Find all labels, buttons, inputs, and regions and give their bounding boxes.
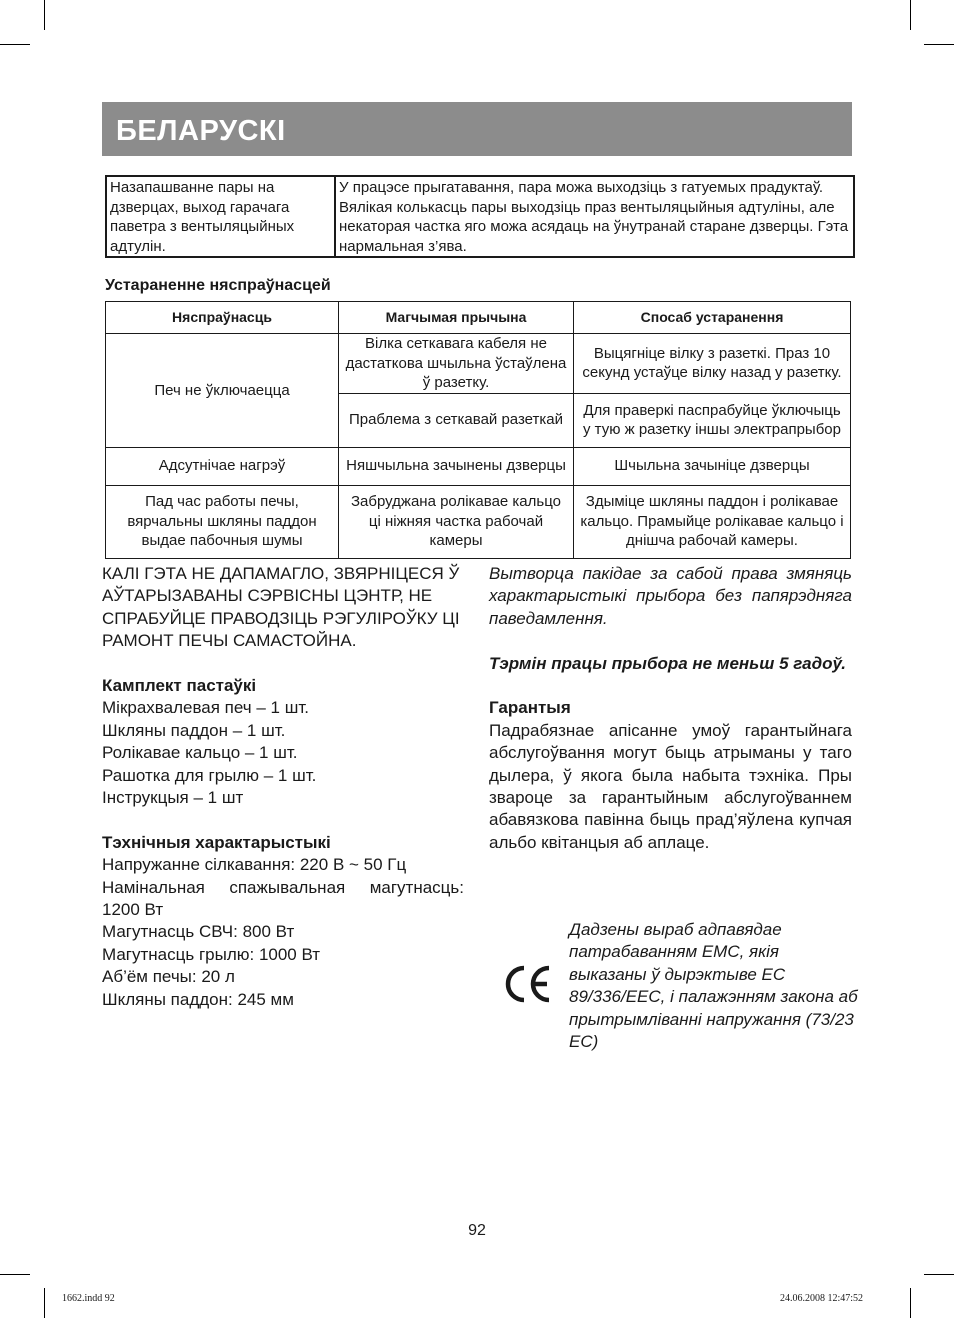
crop-mark	[924, 1274, 954, 1275]
warranty-title: Гарантыя	[489, 698, 571, 718]
fix-cell: Выцягніце вілку з разеткі. Праз 10 секунд устаўце вілку назад у разетку.	[574, 334, 851, 394]
service-warning: КАЛІ ГЭТА НЕ ДАПАМАГЛО, ЗВЯРНІЦЕСЯ Ў АЎТАРЫЗАВАНЫ СЭРВІСНЫ ЦЭНТР, НЕ СПРАБУЙЦЕ ПРАВОДЗІЦЬ РЭГУЛІРОЎКУ ЦІ РАМОНТ ПЕЧЫ САМАСТОЙНА.	[102, 564, 460, 651]
kit-item: Інструкцыя – 1 шт	[102, 788, 244, 808]
troubleshooting-table	[105, 301, 851, 559]
left-column	[102, 563, 464, 1011]
spec-item: Шкляны паддон: 245 мм	[102, 989, 294, 1009]
crop-mark	[924, 44, 954, 45]
cause-cell: Вілка сеткавага кабеля не дастаткова шчыльна ўстаўлена ў разетку.	[339, 334, 574, 394]
cause-cell: Няшчыльна зачынены дзверцы	[339, 447, 574, 485]
right-column	[489, 563, 852, 854]
crop-mark	[0, 1274, 30, 1275]
steam-symptom: Назапашванне пары на дзверцах, выход гарачага паветра з вентыляцыйных адтулін.	[106, 176, 335, 257]
fix-cell: Здыміце шкляны паддон і ролікавае кальцо. Прамыйце ролікавае кальцо і днішча рабочай камеры.	[574, 485, 851, 558]
spec-item: Магутнасць СВЧ: 800 Вт	[102, 922, 295, 942]
header-cause: Магчымая прычына	[339, 302, 574, 334]
specs-title: Тэхнічныя характарыстыкі	[102, 832, 331, 852]
warranty-text: Падрабязнае апісанне умоў гарантыйнага абслугоўвання могут быць атрыманы у таго дылера, ў якога была набыта тэхніка. Пры звароце за гарантыйным абслугоўваннем абавязкова павінна быць прад’яўлена купчая альбо квітанцыя аб аплаце.	[489, 720, 852, 852]
kit-item: Рашотка для грылю – 1 шт.	[102, 765, 317, 785]
ce-compliance-text: Дадзены выраб адпавядае патрабаванням ЕМС, якія выказаны ў дырэктыве ЕС 89/336/EEC, і палажэнням закона аб прытрымліванні напружання (73/23 ЕС)	[569, 920, 858, 1052]
cause-cell: Праблема з сеткавай разеткай	[339, 393, 574, 447]
ce-mark-icon	[503, 963, 553, 1005]
manufacturer-rights: Вытворца пакідае за сабой права змяняць характарыстыкі прыбора без папярэдняга паведамлення.	[489, 564, 852, 628]
header-problem: Няспраўнасць	[106, 302, 339, 334]
fix-cell: Шчыльна зачыніце дзверцы	[574, 447, 851, 485]
print-timestamp: 24.06.2008 12:47:52	[780, 1293, 864, 1304]
header-fix: Спосаб устаранення	[574, 302, 851, 334]
kit-title: Камплект пастаўкі	[102, 676, 257, 696]
troubleshooting-title: Устараненне няспраўнасцей	[105, 277, 331, 294]
language-banner: БЕЛАРУСКІ	[102, 102, 852, 156]
problem-cell: Печ не ўключаецца	[106, 334, 339, 448]
service-life: Тэрмін працы прыбора не меньш 5 гадоў.	[489, 653, 846, 673]
spec-item: Магутнасць грылю: 1000 Вт	[102, 944, 321, 964]
problem-cell: Адсутнічае нагрэў	[106, 447, 339, 485]
crop-mark	[44, 0, 45, 30]
fix-cell: Для праверкі паспрабуйце ўключыць у тую ж разетку іншы электрапрыбор	[574, 393, 851, 447]
crop-mark	[910, 1288, 911, 1318]
steam-explanation: У працэсе прыгатавання, пара можа выходзіць з гатуемых прадуктаў. Вялікая колькасць пары выходзіць праз вентыляцыйныя адтуліны, але некаторая частка яго можа асядаць на ўнутранай старане дзверцы. Гэта нармальная з’ява.	[335, 176, 854, 257]
crop-mark	[0, 44, 30, 45]
file-info: 1662.indd 92	[62, 1293, 115, 1304]
crop-mark	[44, 1288, 45, 1318]
spec-item: Намінальная спажывальная магутнасць: 1200 Вт	[102, 877, 464, 920]
steam-table	[105, 175, 855, 258]
kit-item: Шкляны паддон – 1 шт.	[102, 720, 286, 740]
spec-item: Напружанне сілкавання: 220 В ~ 50 Гц	[102, 855, 407, 875]
crop-mark	[910, 0, 911, 30]
spec-item: Аб’ём печы: 20 л	[102, 967, 235, 987]
page-number: 92	[468, 1222, 486, 1239]
cause-cell: Забруджана ролікавае кальцо ці ніжняя частка рабочай камеры	[339, 485, 574, 558]
kit-item: Ролікавае кальцо – 1 шт.	[102, 743, 298, 763]
problem-cell: Пад час работы печы, вярчальны шкляны паддон выдае пабочныя шумы	[106, 485, 339, 558]
kit-item: Мікрахвалевая печ – 1 шт.	[102, 698, 309, 718]
